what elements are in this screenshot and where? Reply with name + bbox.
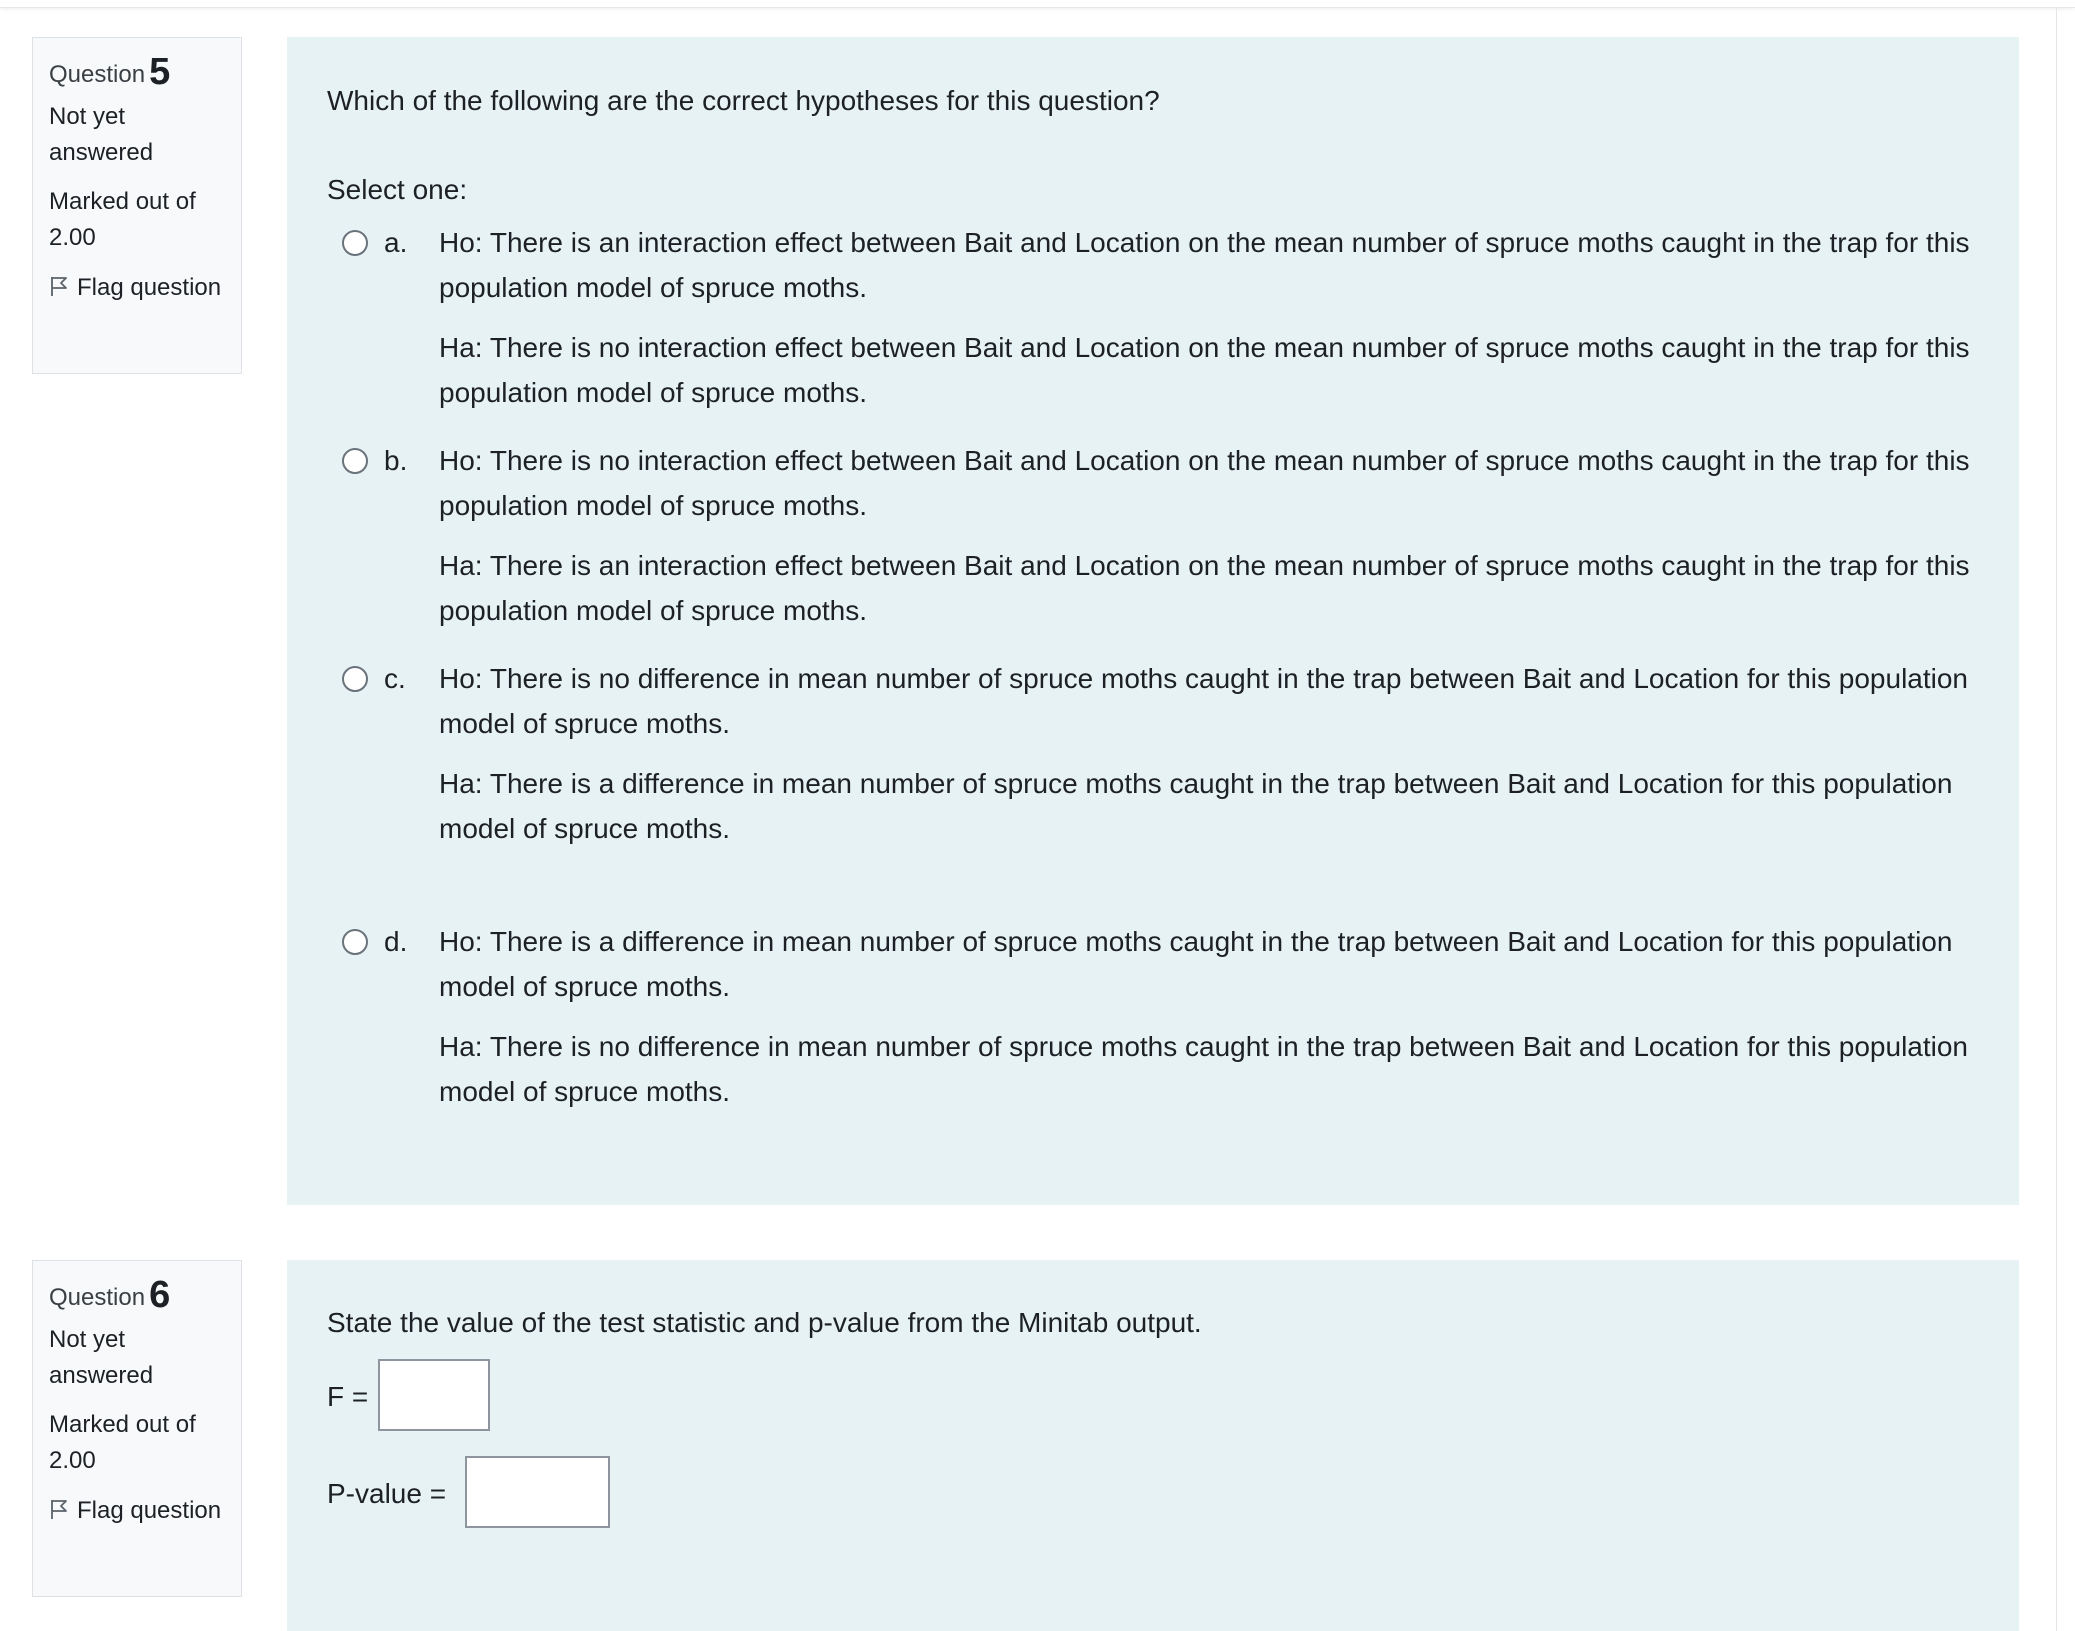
flag-label: Flag question — [77, 1497, 222, 1524]
option-text — [439, 220, 1999, 415]
option-text — [439, 656, 1999, 851]
flag-question-link[interactable] — [49, 270, 225, 306]
radio-d[interactable] — [342, 929, 368, 955]
radio-c[interactable] — [342, 666, 368, 692]
p-value-label: P-value = — [327, 1478, 447, 1509]
alt-hypothesis: Ha: There is an interaction effect between Bait and Location on the mean number of spruce moths caught in the trap for this population model of spruce moths. — [439, 550, 1970, 626]
radio-a[interactable] — [342, 230, 368, 256]
option-letter: b. — [384, 445, 408, 476]
question-grade: Marked out of 2.00 — [49, 188, 196, 251]
option-text — [439, 919, 1999, 1114]
flag-icon — [49, 275, 69, 297]
null-hypothesis: Ho: There is a difference in mean number of spruce moths caught in the trap between Bait and Location for this population model of spruce moths. — [439, 926, 1953, 1002]
alt-hypothesis: Ha: There is no interaction effect between Bait and Location on the mean number of spruce moths caught in the trap for this population model of spruce moths. — [439, 332, 1970, 408]
flag-question-link[interactable] — [49, 1493, 225, 1529]
select-one-prompt: Select one: — [327, 174, 468, 205]
flag-icon — [49, 1498, 69, 1520]
page-header-shadow — [0, 0, 2075, 8]
flag-label: Flag question — [77, 274, 222, 301]
f-statistic-input[interactable] — [378, 1359, 490, 1431]
radio-b[interactable] — [342, 448, 368, 474]
question-number: Question 5 — [49, 51, 171, 93]
question-text: State the value of the test statistic and p-value from the Minitab output. — [327, 1307, 1202, 1338]
question-6-content — [287, 1260, 2019, 1631]
question-5-info — [32, 37, 242, 374]
alt-hypothesis: Ha: There is no difference in mean number of spruce moths caught in the trap between Bait and Location for this population model of spruce moths. — [439, 1031, 1969, 1107]
question-grade: Marked out of 2.00 — [49, 1411, 196, 1474]
null-hypothesis: Ho: There is no interaction effect between Bait and Location on the mean number of spruce moths caught in the trap for this population model of spruce moths. — [439, 445, 1970, 521]
question-6-info — [32, 1260, 242, 1597]
question-state: Not yet answered — [49, 1326, 154, 1389]
null-hypothesis: Ho: There is an interaction effect between Bait and Location on the mean number of spruce moths caught in the trap for this population model of spruce moths. — [439, 227, 1970, 303]
question-5-content — [287, 37, 2019, 1205]
null-hypothesis: Ho: There is no difference in mean number of spruce moths caught in the trap between Bait and Location for this population model of spruce moths. — [439, 663, 1969, 739]
option-letter: c. — [384, 663, 406, 694]
option-letter: a. — [384, 227, 408, 258]
f-statistic-label: F = — [327, 1381, 369, 1412]
question-number: Question 6 — [49, 1274, 171, 1316]
question-state: Not yet answered — [49, 103, 154, 166]
scroll-edge — [2056, 8, 2057, 1631]
question-text: Which of the following are the correct hypotheses for this question? — [327, 85, 1160, 116]
option-text — [439, 438, 1999, 633]
alt-hypothesis: Ha: There is a difference in mean number of spruce moths caught in the trap between Bait and Location for this population model of spruce moths. — [439, 768, 1953, 844]
option-letter: d. — [384, 926, 408, 957]
p-value-input[interactable] — [465, 1456, 610, 1528]
